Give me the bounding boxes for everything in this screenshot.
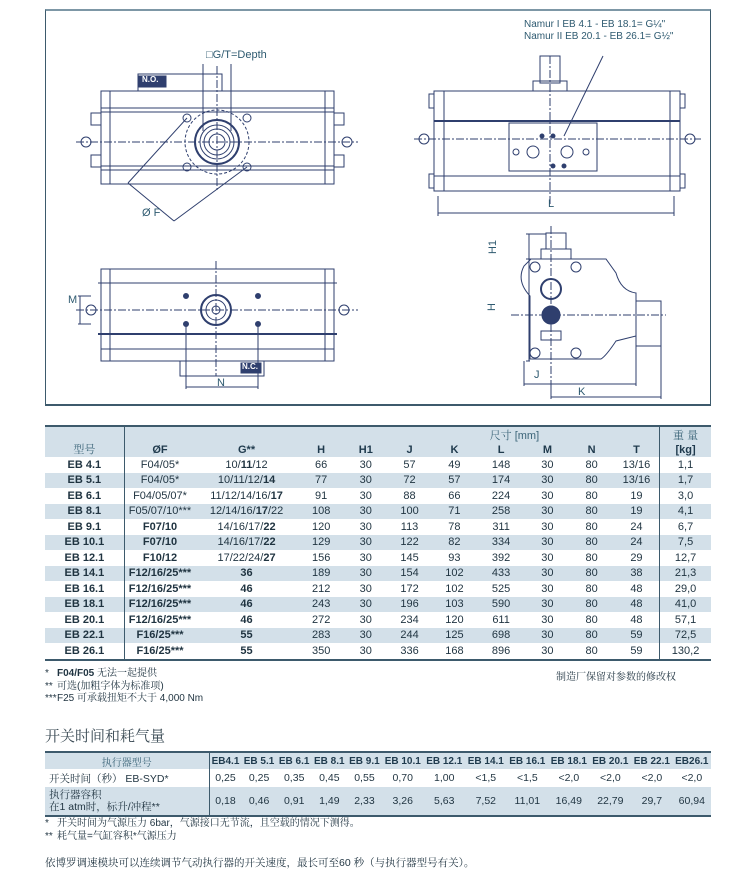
switching-time-value: 1,00: [424, 769, 466, 787]
flange-cell: F04/05*: [124, 473, 195, 489]
g-cell: [195, 519, 298, 535]
air-model-header: EB 18.1: [548, 752, 590, 769]
air-model-header: EB 20.1: [590, 752, 632, 769]
h1-cell: 30: [344, 566, 387, 582]
volume-value: 2,33: [347, 787, 382, 816]
g-cell: [195, 535, 298, 551]
n-cell: 80: [570, 504, 614, 520]
t-cell: 29: [614, 550, 660, 566]
switching-time-label: 开关时间（秒） EB-SYD*: [45, 769, 209, 787]
table-row: [45, 535, 711, 551]
air-model-header: EB 14.1: [465, 752, 507, 769]
table-row: [45, 612, 711, 628]
air-model-header: EB 6.1: [277, 752, 312, 769]
switching-time-value: 0,25: [242, 769, 277, 787]
flange-cell: F07/10: [124, 519, 195, 535]
m-cell: 30: [525, 643, 569, 660]
t-cell: 19: [614, 504, 660, 520]
k-cell: 66: [432, 488, 477, 504]
j-cell: 244: [387, 628, 432, 644]
n-cell: 80: [570, 612, 614, 628]
h-cell: 272: [298, 612, 345, 628]
namur-2-text: Namur II EB 20.1 - EB 26.1= G½": [524, 31, 674, 42]
h1-cell: 30: [344, 504, 387, 520]
air-model-header: EB 9.1: [347, 752, 382, 769]
weight-cell: 57,1: [660, 612, 711, 628]
dim-n-label: N: [217, 377, 225, 389]
k-cell: 82: [432, 535, 477, 551]
g-cell: [195, 473, 298, 489]
flange-cell: F10/12: [124, 550, 195, 566]
switching-time-value: 0,70: [382, 769, 424, 787]
h-cell: 189: [298, 566, 345, 582]
j-cell: 100: [387, 504, 432, 520]
t-cell: 19: [614, 488, 660, 504]
col-header-h1: H1: [344, 443, 387, 457]
k-cell: 93: [432, 550, 477, 566]
h1-cell: 30: [344, 535, 387, 551]
l-cell: 698: [477, 628, 525, 644]
air-footnote-1: * 开关时间为气源压力 6bar，气源接口无节流，且空载的情况下测得。: [45, 818, 360, 829]
g-cell: [195, 488, 298, 504]
air-model-header: EB 12.1: [424, 752, 466, 769]
g-pre: 10/11/12/: [217, 474, 263, 487]
h-cell: 66: [298, 457, 345, 473]
air-footnote-2: ** 耗气量=气缸容积*气源压力: [45, 830, 177, 842]
h-cell: 350: [298, 643, 345, 660]
dim-m-label: M: [68, 294, 78, 306]
model-cell: EB 5.1: [45, 473, 124, 489]
h-cell: 129: [298, 535, 345, 551]
g-standard: 14: [262, 474, 276, 487]
dim-h1-label: H1: [487, 239, 500, 255]
m-cell: 30: [525, 628, 569, 644]
weight-cell: 1,1: [660, 457, 711, 473]
flange-cell: F04/05/07*: [124, 488, 195, 504]
volume-value: 0,46: [242, 787, 277, 816]
l-cell: 433: [477, 566, 525, 582]
namur-1-text: Namur I EB 4.1 - EB 18.1= G¼": [524, 19, 666, 30]
air-header-label: 执行器型号: [45, 752, 209, 769]
weight-cell: 130,2: [660, 643, 711, 660]
h-cell: 91: [298, 488, 345, 504]
g-post: /12: [252, 458, 268, 471]
no-badge: N.O.: [142, 75, 159, 84]
h1-cell: 30: [344, 473, 387, 489]
col-model-header: 型号: [45, 426, 124, 457]
j-cell: 145: [387, 550, 432, 566]
switching-time-value: 0,35: [277, 769, 312, 787]
table-row: [45, 566, 711, 582]
n-cell: 80: [570, 581, 614, 597]
k-cell: 103: [432, 597, 477, 613]
g-pre: 11/12/14/16/: [210, 489, 271, 502]
l-cell: 611: [477, 612, 525, 628]
l-cell: 525: [477, 581, 525, 597]
weight-unit-header: [kg]: [660, 443, 711, 457]
g-cell: [195, 643, 298, 660]
switching-time-value: <2,0: [548, 769, 590, 787]
l-cell: 258: [477, 504, 525, 520]
n-cell: 80: [570, 473, 614, 489]
table-row: [45, 473, 711, 489]
volume-label: 执行器容积 在1 atm时，标升/冲程**: [45, 787, 209, 816]
t-cell: 48: [614, 581, 660, 597]
col-header-j: J: [387, 443, 432, 457]
switching-time-value: 0,45: [312, 769, 347, 787]
footnote-1: * F04/F05 无法一起提供: [45, 668, 158, 679]
dimensions-group-header: 尺寸 [mm]: [124, 426, 659, 443]
volume-value: 60,94: [673, 787, 711, 816]
j-cell: 154: [387, 566, 432, 582]
volume-value: 16,49: [548, 787, 590, 816]
weight-cell: 72,5: [660, 628, 711, 644]
section-title: 开关时间和耗气量: [45, 728, 166, 745]
flange-cell: F12/16/25***: [124, 597, 195, 613]
t-cell: 48: [614, 597, 660, 613]
switching-time-value: <2,0: [590, 769, 632, 787]
model-cell: EB 12.1: [45, 550, 124, 566]
k-cell: 78: [432, 519, 477, 535]
technical-drawing: [45, 9, 711, 406]
switching-time-table: [45, 751, 711, 817]
col-header-t: T: [614, 443, 660, 457]
n-cell: 80: [570, 566, 614, 582]
model-cell: EB 14.1: [45, 566, 124, 582]
namur-callout: [524, 19, 673, 43]
g-pre: 12/14/16/: [209, 505, 256, 518]
weight-cell: 12,7: [660, 550, 711, 566]
n-cell: 80: [570, 550, 614, 566]
switching-time-value: <2,0: [673, 769, 711, 787]
volume-value: 0,91: [277, 787, 312, 816]
g-standard: 46: [240, 598, 253, 611]
flange-cell: F05/07/10***: [124, 504, 195, 520]
table-row: [45, 519, 711, 535]
m-cell: 30: [525, 488, 569, 504]
table-row: [45, 628, 711, 644]
n-cell: 80: [570, 457, 614, 473]
l-cell: 224: [477, 488, 525, 504]
air-model-header: EB 8.1: [312, 752, 347, 769]
weight-cell: 6,7: [660, 519, 711, 535]
k-cell: 120: [432, 612, 477, 628]
volume-row: [45, 787, 711, 816]
j-cell: 72: [387, 473, 432, 489]
h1-cell: 30: [344, 597, 387, 613]
nc-badge: N.C.: [242, 362, 258, 371]
weight-cell: 4,1: [660, 504, 711, 520]
g-pre: 14/16/17/: [217, 520, 264, 533]
m-cell: 30: [525, 566, 569, 582]
flange-cell: F12/16/25***: [124, 581, 195, 597]
g-cell: [195, 612, 298, 628]
dimension-footnotes: [45, 668, 203, 706]
g-standard: 46: [240, 582, 253, 595]
h-cell: 77: [298, 473, 345, 489]
table-row: [45, 550, 711, 566]
model-cell: EB 8.1: [45, 504, 124, 520]
dim-l-label: L: [548, 198, 555, 210]
n-cell: 80: [570, 597, 614, 613]
m-cell: 30: [525, 535, 569, 551]
diameter-f-label: Ø F: [142, 207, 161, 219]
m-cell: 30: [525, 581, 569, 597]
l-cell: 896: [477, 643, 525, 660]
t-cell: 24: [614, 519, 660, 535]
table-row: [45, 581, 711, 597]
n-cell: 80: [570, 628, 614, 644]
g-pre: 17/22/24/: [217, 551, 264, 564]
dim-h-label: H: [485, 303, 498, 311]
model-cell: EB 26.1: [45, 643, 124, 660]
j-cell: 57: [387, 457, 432, 473]
g-cell: [195, 581, 298, 597]
model-cell: EB 22.1: [45, 628, 124, 644]
model-cell: EB 18.1: [45, 597, 124, 613]
air-model-header: EB 16.1: [507, 752, 549, 769]
g-cell: [195, 566, 298, 582]
t-cell: 59: [614, 628, 660, 644]
front-view-top: [76, 64, 358, 221]
l-cell: 311: [477, 519, 525, 535]
footnote-3: ***F25 可承载扭矩不大于 4,000 Nm: [45, 693, 204, 704]
j-cell: 122: [387, 535, 432, 551]
h-cell: 283: [298, 628, 345, 644]
t-cell: 24: [614, 535, 660, 551]
volume-value: 1,49: [312, 787, 347, 816]
l-cell: 174: [477, 473, 525, 489]
h1-cell: 30: [344, 643, 387, 660]
g-standard: 22: [263, 536, 276, 549]
depth-label: □G/T=Depth: [206, 49, 267, 61]
j-cell: 336: [387, 643, 432, 660]
table-row: [45, 643, 711, 660]
weight-cell: 21,3: [660, 566, 711, 582]
col-header-n: N: [570, 443, 614, 457]
m-cell: 30: [525, 519, 569, 535]
g-standard: 27: [263, 551, 276, 564]
col-header-l: L: [477, 443, 525, 457]
k-cell: 168: [432, 643, 477, 660]
h-cell: 120: [298, 519, 345, 535]
g-cell: [195, 550, 298, 566]
g-pre: 14/16/17/: [217, 536, 264, 549]
flange-cell: F16/25***: [124, 628, 195, 644]
l-cell: 148: [477, 457, 525, 473]
col-header-h: H: [298, 443, 345, 457]
bottom-view: [76, 261, 358, 389]
m-cell: 30: [525, 550, 569, 566]
j-cell: 113: [387, 519, 432, 535]
weight-cell: 3,0: [660, 488, 711, 504]
flange-cell: F07/10: [124, 535, 195, 551]
h1-cell: 30: [344, 488, 387, 504]
m-cell: 30: [525, 504, 569, 520]
k-cell: 102: [432, 566, 477, 582]
weight-cell: 41,0: [660, 597, 711, 613]
volume-value: 29,7: [631, 787, 673, 816]
flange-cell: F12/16/25***: [124, 566, 195, 582]
h-cell: 212: [298, 581, 345, 597]
h1-cell: 30: [344, 519, 387, 535]
m-cell: 30: [525, 457, 569, 473]
table-row: [45, 457, 711, 473]
air-model-header: EB4.1: [209, 752, 242, 769]
h1-cell: 30: [344, 628, 387, 644]
t-cell: 59: [614, 643, 660, 660]
g-standard: 22: [263, 520, 276, 533]
n-cell: 80: [570, 535, 614, 551]
k-cell: 125: [432, 628, 477, 644]
t-cell: 13/16: [614, 457, 660, 473]
switching-time-value: <1,5: [507, 769, 549, 787]
m-cell: 30: [525, 597, 569, 613]
g-pre: 10/: [225, 458, 241, 471]
volume-value: 22,79: [590, 787, 632, 816]
volume-value: 3,26: [382, 787, 424, 816]
g-cell: [195, 504, 298, 520]
volume-value: 5,63: [424, 787, 466, 816]
flange-cell: F16/25***: [124, 643, 195, 660]
h1-cell: 30: [344, 550, 387, 566]
model-cell: EB 10.1: [45, 535, 124, 551]
col-header-f: ØF: [124, 443, 195, 457]
air-model-header: EB 10.1: [382, 752, 424, 769]
n-cell: 80: [570, 488, 614, 504]
h1-cell: 30: [344, 457, 387, 473]
g-standard: 11: [240, 458, 253, 471]
t-cell: 38: [614, 566, 660, 582]
model-cell: EB 16.1: [45, 581, 124, 597]
footnote-2: ** 可选(加粗字体为标准项): [45, 680, 164, 692]
g-standard: 17: [270, 489, 283, 502]
weight-cell: 7,5: [660, 535, 711, 551]
air-model-header: EB 5.1: [242, 752, 277, 769]
flange-cell: F12/16/25***: [124, 612, 195, 628]
model-cell: EB 20.1: [45, 612, 124, 628]
l-cell: 334: [477, 535, 525, 551]
j-cell: 196: [387, 597, 432, 613]
table-row: [45, 488, 711, 504]
air-model-header: EB26.1: [673, 752, 711, 769]
weight-header: 重 量: [660, 426, 711, 443]
dim-j-label: J: [534, 369, 540, 381]
m-cell: 30: [525, 612, 569, 628]
h1-cell: 30: [344, 612, 387, 628]
dimensions-table-body: [45, 457, 711, 660]
col-header-k: K: [432, 443, 477, 457]
l-cell: 392: [477, 550, 525, 566]
k-cell: 102: [432, 581, 477, 597]
h-cell: 156: [298, 550, 345, 566]
volume-value: 0,18: [209, 787, 242, 816]
g-standard: 17: [255, 505, 268, 518]
col-header-m: M: [525, 443, 569, 457]
l-cell: 590: [477, 597, 525, 613]
volume-value: 7,52: [465, 787, 507, 816]
switching-time-row: [45, 769, 711, 787]
g-cell: [195, 457, 298, 473]
dimensions-table: [45, 425, 711, 661]
air-model-header: EB 22.1: [631, 752, 673, 769]
j-cell: 234: [387, 612, 432, 628]
g-standard: 55: [240, 644, 253, 657]
t-cell: 13/16: [614, 473, 660, 489]
t-cell: 48: [614, 612, 660, 628]
g-post: /22: [267, 505, 284, 518]
side-view-namur: [414, 56, 701, 216]
n-cell: 80: [570, 643, 614, 660]
speed-module-note: 依博罗调速模块可以连续调节气动执行器的开关速度，最长可至60 秒（与执行器型号有关）。: [45, 857, 475, 869]
manufacturer-note: 制造厂保留对参数的修改权: [556, 672, 676, 683]
m-cell: 30: [525, 473, 569, 489]
switching-time-value: <1,5: [465, 769, 507, 787]
g-standard: 46: [240, 613, 253, 626]
g-cell: [195, 597, 298, 613]
table-row: [45, 597, 711, 613]
model-cell: EB 6.1: [45, 488, 124, 504]
k-cell: 57: [432, 473, 477, 489]
g-standard: 55: [240, 629, 253, 642]
n-cell: 80: [570, 519, 614, 535]
h-cell: 108: [298, 504, 345, 520]
col-header-g: G**: [195, 443, 298, 457]
model-cell: EB 9.1: [45, 519, 124, 535]
h1-cell: 30: [344, 581, 387, 597]
weight-cell: 1,7: [660, 473, 711, 489]
flange-cell: F04/05*: [124, 457, 195, 473]
h-cell: 243: [298, 597, 345, 613]
table-row: [45, 504, 711, 520]
g-standard: 36: [240, 567, 253, 580]
weight-cell: 29,0: [660, 581, 711, 597]
j-cell: 88: [387, 488, 432, 504]
switching-time-value: <2,0: [631, 769, 673, 787]
volume-value: 11,01: [507, 787, 549, 816]
k-cell: 71: [432, 504, 477, 520]
dim-k-label: K: [578, 386, 586, 398]
g-cell: [195, 628, 298, 644]
switching-time-value: 0,55: [347, 769, 382, 787]
model-cell: EB 4.1: [45, 457, 124, 473]
k-cell: 49: [432, 457, 477, 473]
switching-time-value: 0,25: [209, 769, 242, 787]
air-footnotes: [45, 818, 360, 843]
j-cell: 172: [387, 581, 432, 597]
